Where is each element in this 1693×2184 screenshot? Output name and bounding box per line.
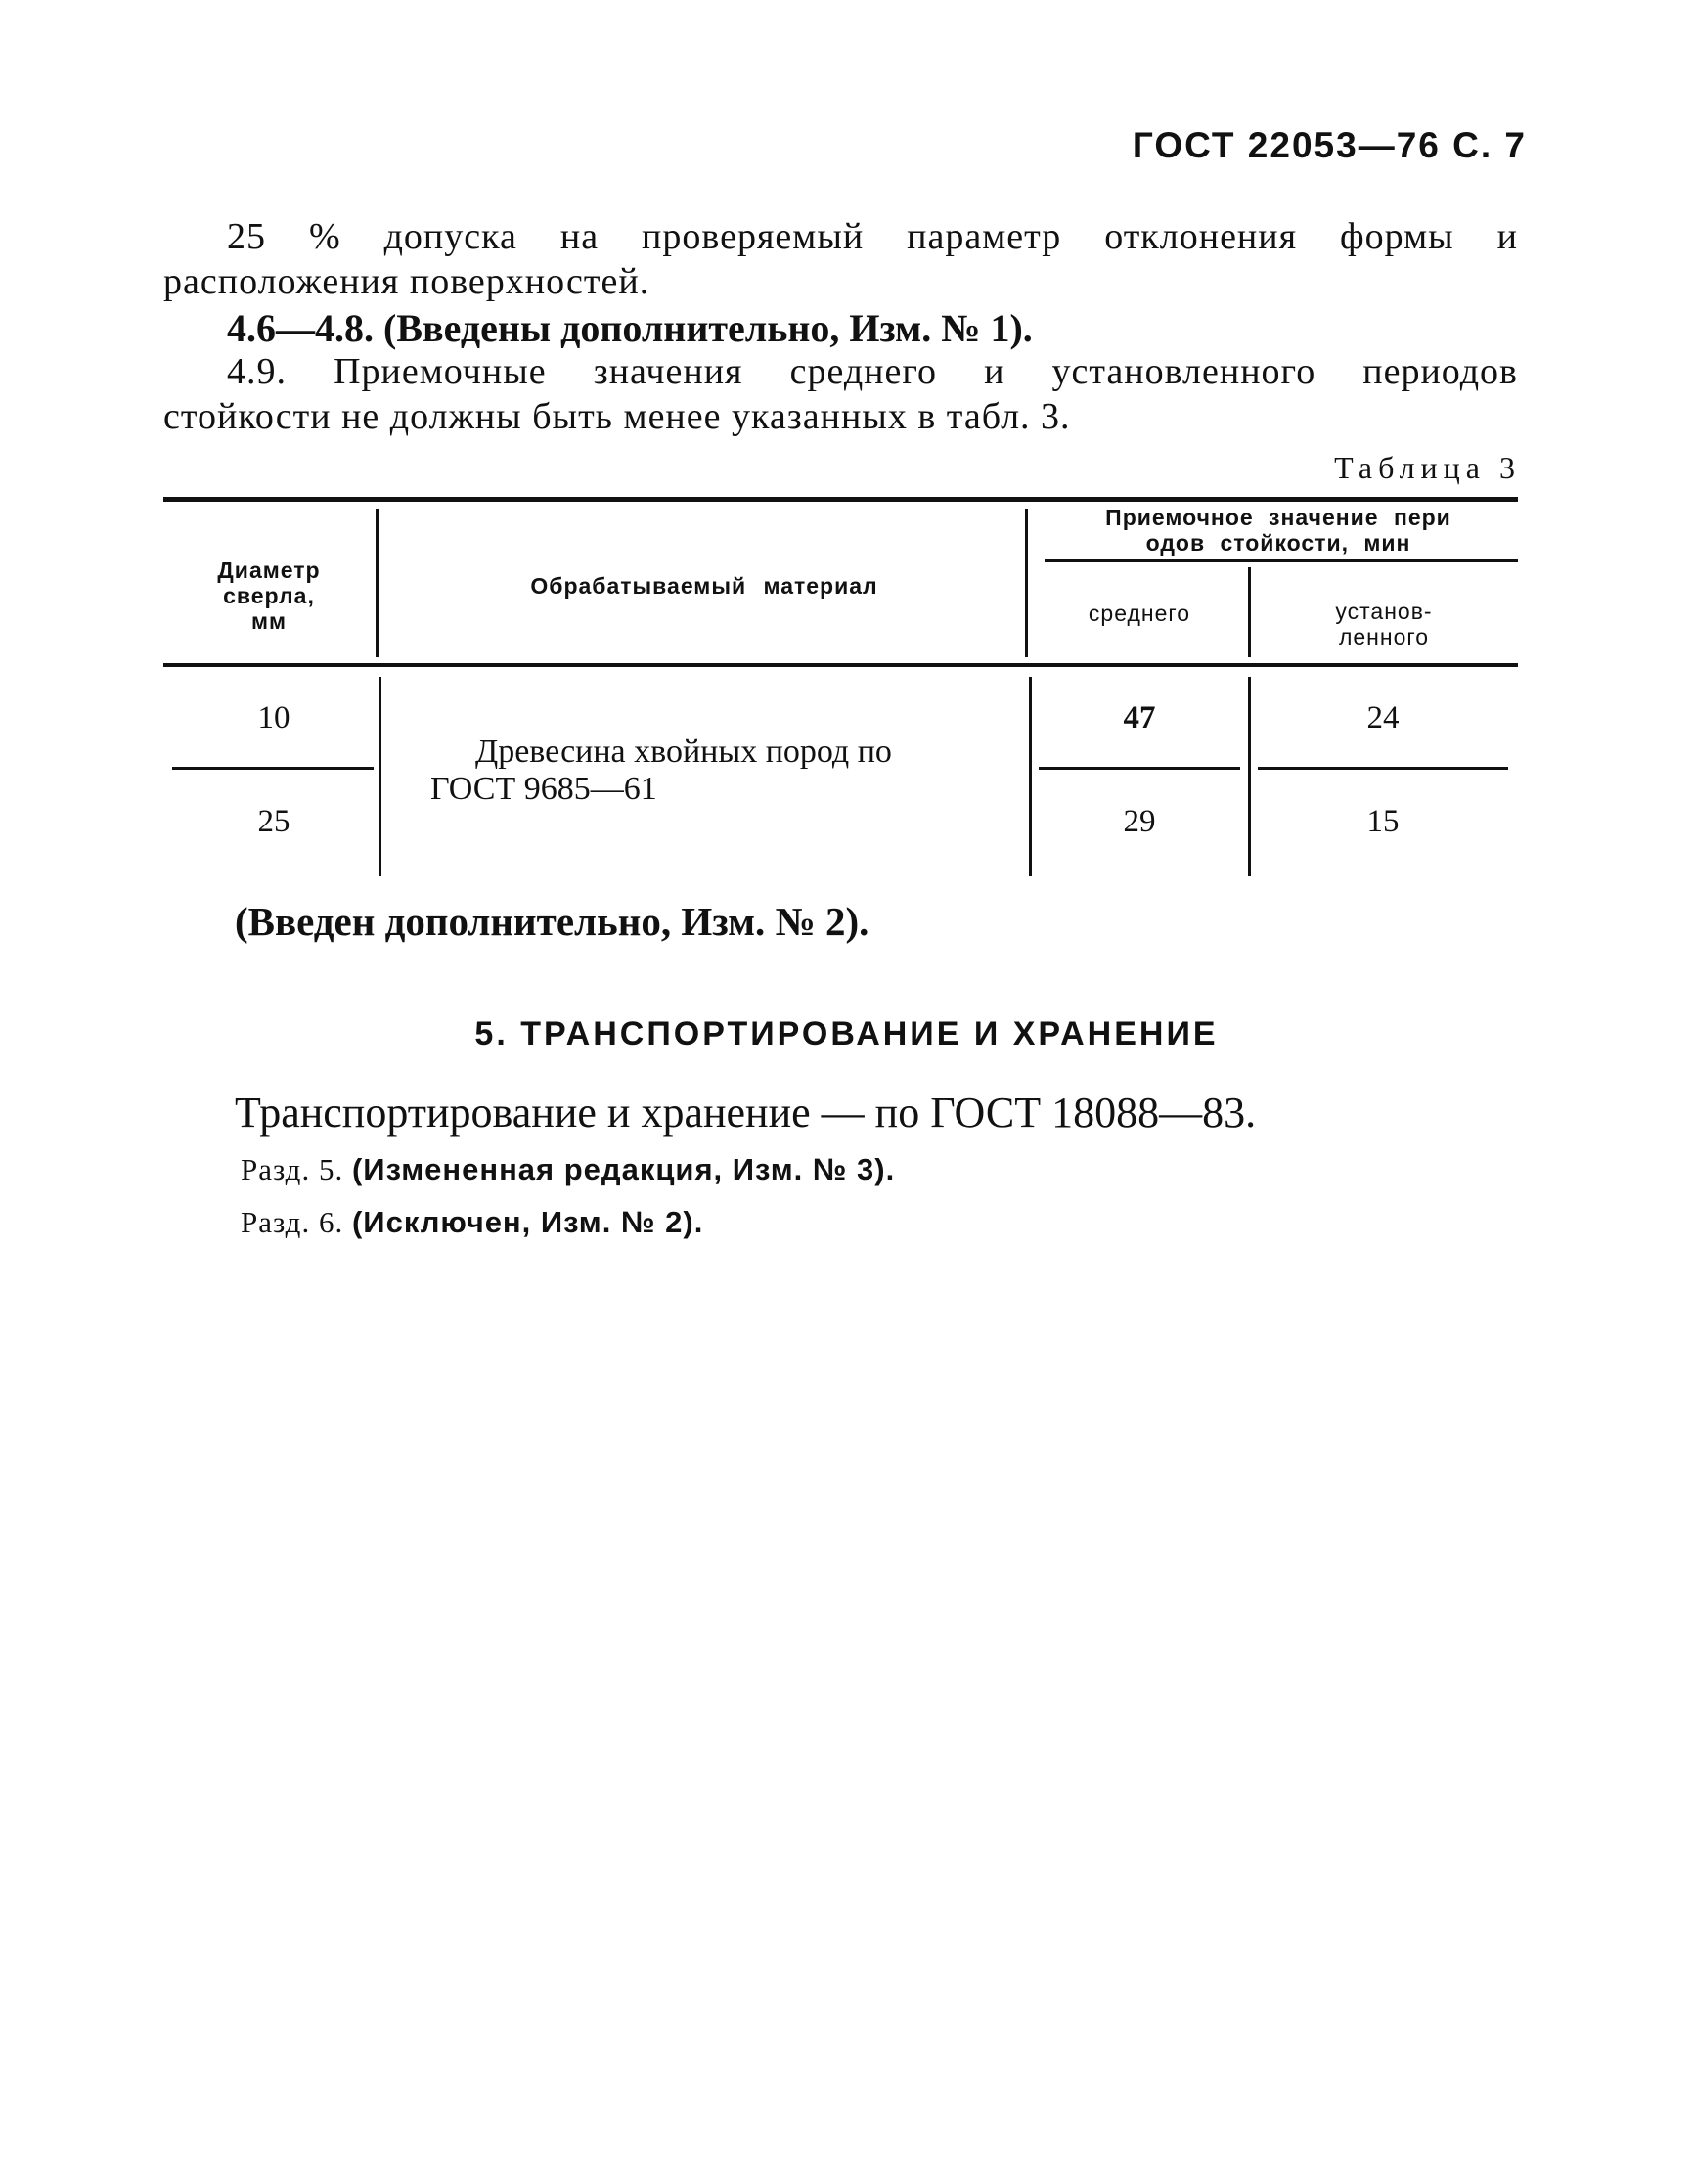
row-separator-average xyxy=(1039,767,1240,770)
row-separator-established xyxy=(1258,767,1508,770)
amendment-note-2: (Введен дополнительно, Изм. № 2). xyxy=(235,899,869,944)
razd6-amendment: (Исключен, Изм. № 2). xyxy=(351,1205,704,1239)
cell-material xyxy=(430,734,978,808)
header-established-line1: установ- xyxy=(1335,599,1433,624)
razd5-prefix: Разд. 5. xyxy=(241,1152,344,1186)
header-material: Обрабатываемый материал xyxy=(530,573,878,599)
table-header-vline-1 xyxy=(376,509,379,657)
razd6-prefix: Разд. 6. xyxy=(241,1205,344,1239)
section-text: Транспортирование и хранение — по ГОСТ 18088—83. xyxy=(235,1089,1257,1137)
cell-row2-established: 15 xyxy=(1366,804,1400,839)
table-header-rule xyxy=(163,663,1518,667)
header-diameter-line2: сверла, xyxy=(223,583,315,608)
header-period-line2: одов стойкости, мин xyxy=(1145,530,1411,556)
page-header: ГОСТ 22053—76 С. 7 xyxy=(1132,125,1527,165)
cell-row1-average: 47 xyxy=(1123,700,1156,735)
cell-row1-diameter: 10 xyxy=(257,700,290,735)
paragraph-acceptance-line2: стойкости не должны быть менее указанных в табл. 3. xyxy=(163,396,1071,437)
razd6-note xyxy=(241,1205,703,1240)
table-label: Таблица 3 xyxy=(1334,450,1521,485)
paragraph-tolerance-line2: расположения поверхностей. xyxy=(163,261,650,302)
header-diameter xyxy=(186,557,352,634)
paragraph-amendment-1: 4.6—4.8. (Введены дополнительно, Изм. № 1). xyxy=(227,306,1033,350)
cell-row2-average: 29 xyxy=(1123,804,1156,839)
cell-row2-diameter: 25 xyxy=(257,804,290,839)
header-established-line2: ленного xyxy=(1338,624,1430,649)
header-diameter-line1: Диаметр xyxy=(217,557,321,583)
header-diameter-line3: мм xyxy=(250,608,288,634)
table-group-rule xyxy=(1045,559,1518,562)
table-body-vline-2 xyxy=(1029,677,1032,876)
header-period-group xyxy=(1039,505,1518,556)
table-header-vline-2 xyxy=(1025,509,1028,657)
header-average: среднего xyxy=(1088,601,1191,626)
table-header-vline-3 xyxy=(1248,567,1251,657)
table-body-vline-1 xyxy=(379,677,381,876)
table-body-vline-3 xyxy=(1248,677,1251,876)
cell-row1-established: 24 xyxy=(1366,700,1400,735)
table-top-rule xyxy=(163,497,1518,502)
cell-material-line1: Древесина хвойных пород по xyxy=(475,734,892,770)
paragraph-acceptance-line1: 4.9. Приемочные значения среднего и установленного периодов xyxy=(227,351,1518,392)
section-title: 5. ТРАНСПОРТИРОВАНИЕ И ХРАНЕНИЕ xyxy=(474,1015,1219,1052)
row-separator-diameter xyxy=(172,767,374,770)
header-period-line1: Приемочное значение пери xyxy=(1105,505,1451,530)
paragraph-tolerance-line1: 25 % допуска на проверяемый параметр отклонения формы и xyxy=(227,216,1518,257)
header-established xyxy=(1262,599,1506,649)
razd5-note xyxy=(241,1152,895,1187)
cell-material-line2: ГОСТ 9685—61 xyxy=(430,771,657,807)
razd5-amendment: (Измененная редакция, Изм. № 3). xyxy=(351,1152,896,1186)
